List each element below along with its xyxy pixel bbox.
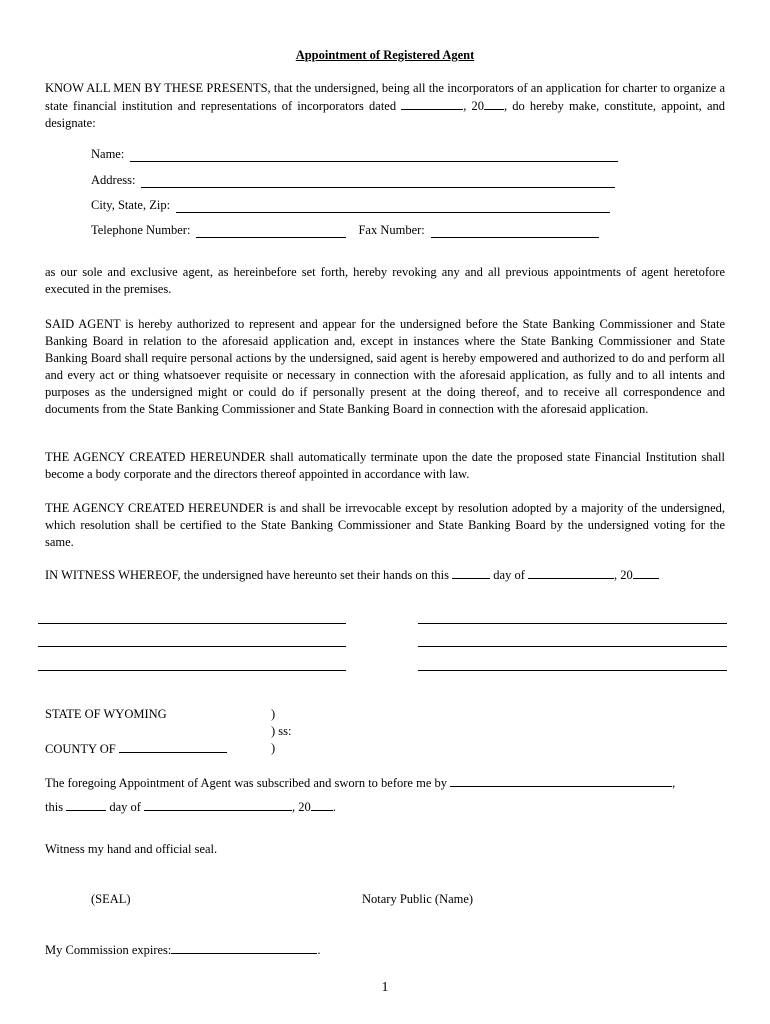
state-label: STATE OF WYOMING xyxy=(45,707,167,721)
address-line[interactable] xyxy=(141,173,615,188)
agent-paragraph: as our sole and exclusive agent, as hereinbefore set forth, hereby revoking any and all previous appointments of agent heretofore executed in the premises. xyxy=(45,265,725,296)
signature-line-left-1[interactable] xyxy=(38,623,346,624)
date-blank[interactable] xyxy=(401,97,463,110)
seal-label: (SEAL) xyxy=(91,892,131,906)
city-state-zip-line[interactable] xyxy=(176,198,610,213)
terminate-paragraph: THE AGENCY CREATED HEREUNDER shall automatically terminate upon the date the proposed state Financial Institution shall become a body corporate and the directors thereof appointed in accordance with law. xyxy=(45,450,725,481)
sworn-month-blank[interactable] xyxy=(144,798,292,811)
commission-period: . xyxy=(317,943,321,957)
intro-paragraph xyxy=(45,80,725,132)
signature-line-left-3[interactable] xyxy=(38,670,346,671)
witness-text-2: day of xyxy=(490,568,528,582)
address-label: Address: xyxy=(91,173,136,187)
witness-line xyxy=(45,566,659,583)
witness-text-3: , 20 xyxy=(614,568,633,582)
fax-label: Fax Number: xyxy=(358,223,425,237)
witness-month-blank[interactable] xyxy=(528,566,614,579)
sworn-text-1: The foregoing Appointment of Agent was subscribed and sworn to before me by xyxy=(45,776,451,790)
irrevocable-paragraph: THE AGENCY CREATED HEREUNDER is and shall be irrevocable except by resolution adopted by a majority of the undersigned, which resolution shall be certified to the State Banking Commissioner and State Banking Board by the undersigned voting for the same. xyxy=(45,501,725,549)
commission-blank[interactable] xyxy=(171,941,317,954)
year-blank[interactable] xyxy=(484,97,504,110)
city-state-zip-label: City, State, Zip: xyxy=(91,198,171,212)
sworn-this: this xyxy=(45,800,67,814)
signature-line-right-2[interactable] xyxy=(418,646,727,647)
name-label: Name: xyxy=(91,147,125,161)
intro-text-1: KNOW ALL MEN BY THESE PRESENTS, that the undersigned, being all the incorporators of an application for charter to organize a state financial institution and representations of incorporators dated xyxy=(45,81,725,113)
sworn-day-blank[interactable] xyxy=(66,798,106,811)
sworn-year-blank[interactable] xyxy=(311,798,333,811)
notary-label: Notary Public (Name) xyxy=(362,892,474,906)
sworn-line xyxy=(45,774,675,791)
sworn-comma: , xyxy=(672,776,676,790)
county-label: COUNTY OF xyxy=(45,742,116,756)
telephone-line[interactable] xyxy=(196,223,346,238)
sworn-by-blank[interactable] xyxy=(450,774,672,787)
city-state-zip-field xyxy=(91,197,610,213)
said-agent-paragraph: SAID AGENT is hereby authorized to represent and appear for the undersigned before the State Banking Commissioner and State Banking Board in relation to the aforesaid application and, except in instances where the State Banking Commissioner and State Banking Board shall require personal actions by the undersigned, said agent is hereby empowered and authorized to do and perform all and every act or thing whatsoever requisite or necessary in connection with the aforesaid application, as fully and to all intents and purposes as the undersigned might or could do if personally present at the doing thereof, and to receive all correspondence and documents from the State Banking Commissioner and State Banking Board in connection with the aforesaid application. xyxy=(45,317,725,416)
sworn-date-line xyxy=(45,798,336,815)
county-blank[interactable] xyxy=(119,740,227,753)
venue-paren-3: ) xyxy=(271,741,276,755)
sworn-year: , 20 xyxy=(292,800,311,814)
commission-label: My Commission expires: xyxy=(45,943,172,957)
telephone-field xyxy=(91,222,599,238)
intro-text-2: , 20 xyxy=(463,99,484,113)
witness-year-blank[interactable] xyxy=(633,566,659,579)
witness-text-1: IN WITNESS WHEREOF, the undersigned have hereunto set their hands on this xyxy=(45,568,453,582)
name-line[interactable] xyxy=(130,147,618,162)
sworn-day-of: day of xyxy=(106,800,145,814)
signature-line-right-3[interactable] xyxy=(418,670,727,671)
document-title: Appointment of Registered Agent xyxy=(295,48,475,62)
commission-line xyxy=(45,941,321,958)
page-number: 1 xyxy=(381,980,389,995)
signature-line-right-1[interactable] xyxy=(418,623,727,624)
intro-text-3: , do hereby make, constitute, appoint, and designate: xyxy=(45,99,725,130)
venue-ss: ) ss: xyxy=(271,724,292,738)
telephone-label: Telephone Number: xyxy=(91,223,191,237)
fax-line[interactable] xyxy=(431,223,599,238)
signature-line-left-2[interactable] xyxy=(38,646,346,647)
name-field xyxy=(91,146,618,162)
county-field xyxy=(45,740,227,757)
venue-paren-1: ) xyxy=(271,707,276,721)
address-field xyxy=(91,172,615,188)
witness-day-blank[interactable] xyxy=(452,566,490,579)
sworn-period: . xyxy=(332,800,336,814)
witness-seal-text: Witness my hand and official seal. xyxy=(45,842,218,856)
